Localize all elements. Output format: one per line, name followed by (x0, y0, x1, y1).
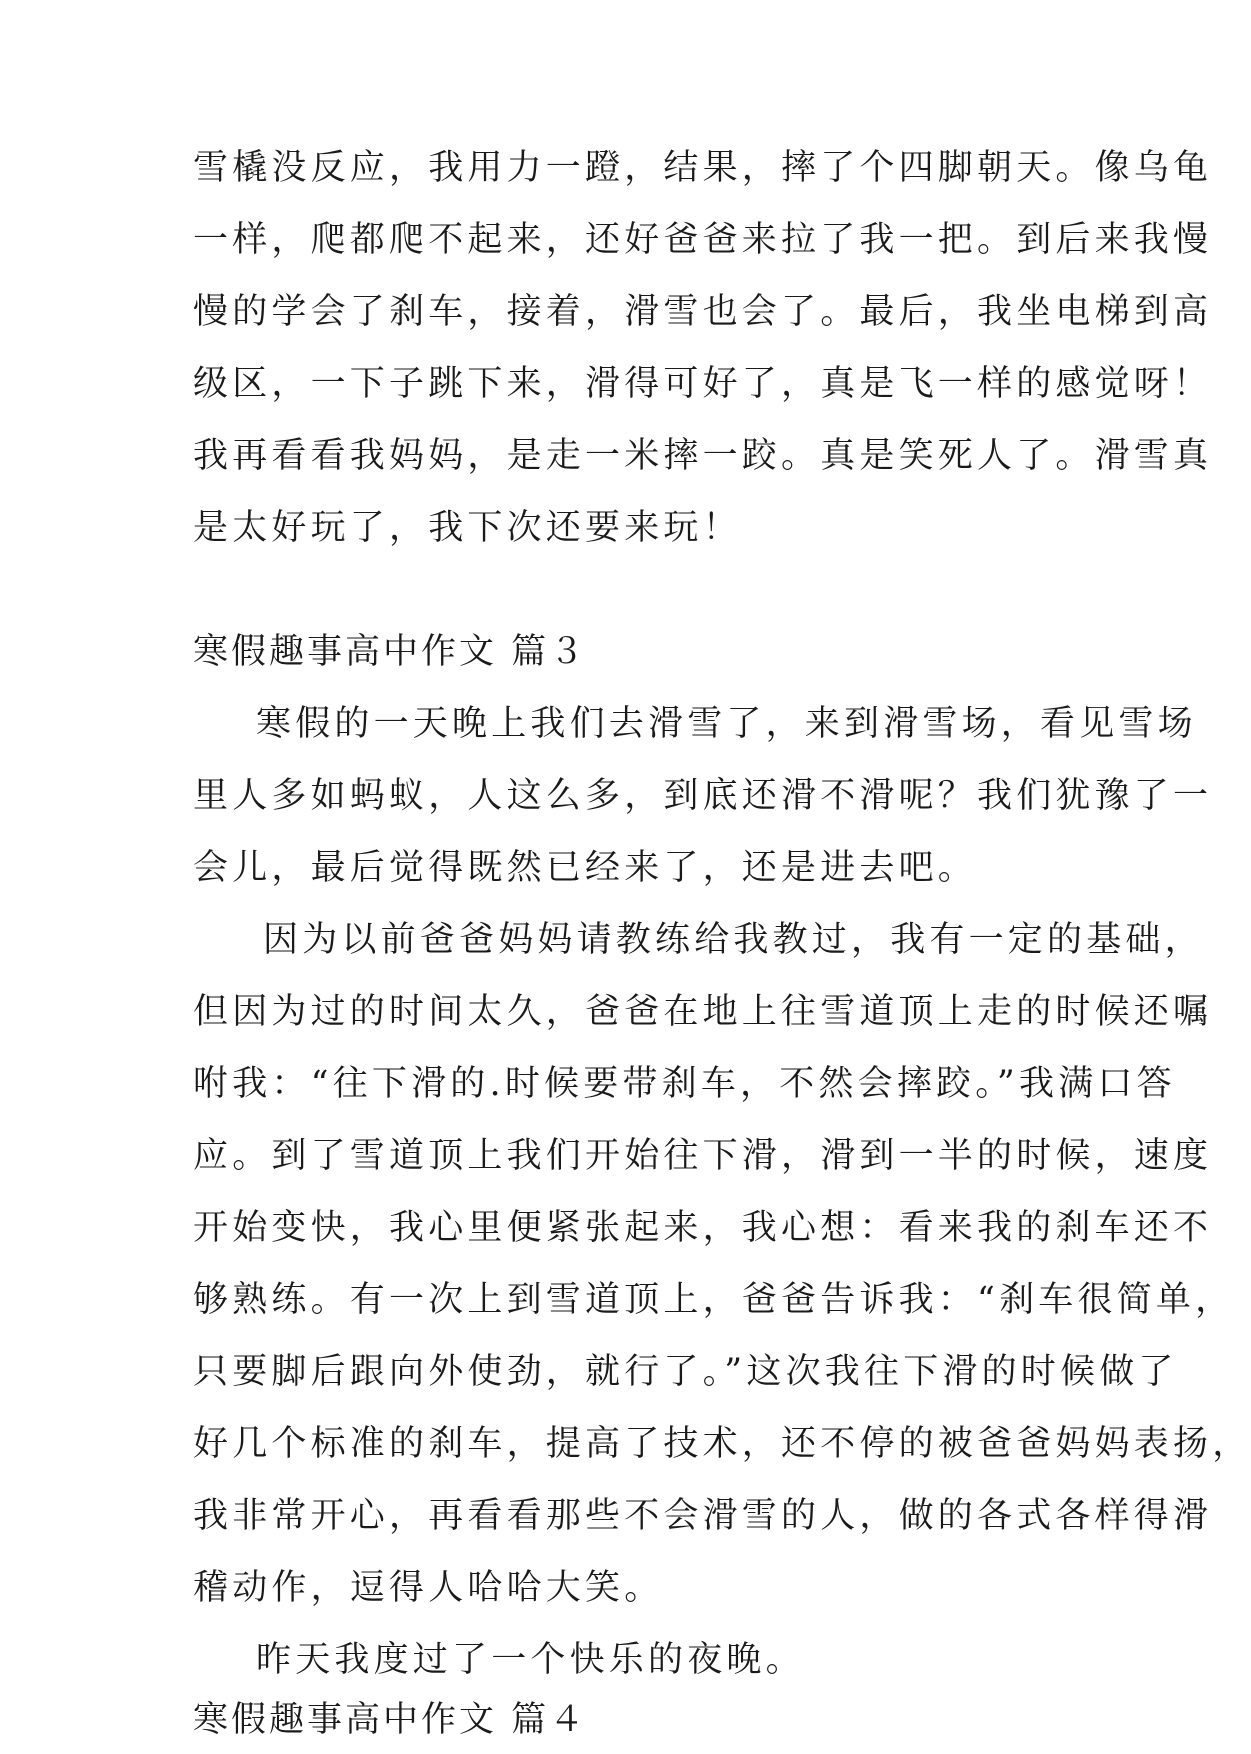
paragraph-line: 是太好玩了，我下次还要来玩！ (193, 508, 742, 548)
paragraph-line: 稽动作，逗得人哈哈大笑。 (193, 1568, 664, 1608)
section-heading: 寒假趣事高中作文 篇３ (193, 632, 588, 672)
paragraph-line: 雪橇没反应，我用力一蹬，结果，摔了个四脚朝天。像乌龟 (193, 148, 1213, 188)
paragraph-line: 昨天我度过了一个快乐的夜晚。 (256, 1640, 805, 1680)
paragraph-line: 应。到了雪道顶上我们开始往下滑，滑到一半的时候，速度 (193, 1136, 1213, 1176)
paragraph-line: 但因为过的时间太久，爸爸在地上往雪道顶上走的时候还嘱 (193, 992, 1213, 1032)
paragraph-line: 会儿，最后觉得既然已经来了，还是进去吧。 (193, 848, 978, 888)
paragraph-line: 因为以前爸爸妈妈请教练给我教过，我有一定的基础， (263, 920, 1204, 960)
paragraph-line: 只要脚后跟向外使劲，就行了。”这次我往下滑的时候做了 (193, 1352, 1178, 1392)
paragraph-line: 一样，爬都爬不起来，还好爸爸来拉了我一把。到后来我慢 (193, 220, 1213, 260)
paragraph-line: 好几个标准的刹车，提高了技术，还不停的被爸爸妈妈表扬， (193, 1424, 1251, 1464)
paragraph-line: 寒假的一天晚上我们去滑雪了，来到滑雪场，看见雪场 (256, 704, 1197, 744)
paragraph-line: 我非常开心，再看看那些不会滑雪的人，做的各式各样得滑 (193, 1496, 1213, 1536)
paragraph-line: 里人多如蚂蚁，人这么多，到底还滑不滑呢？我们犹豫了一 (193, 776, 1213, 816)
section-heading: 寒假趣事高中作文 篇４ (193, 1700, 588, 1740)
paragraph-line: 开始变快，我心里便紧张起来，我心想：看来我的刹车还不 (193, 1208, 1213, 1248)
paragraph-line: 咐我：“往下滑的.时候要带刹车，不然会摔跤。”我满口答 (193, 1064, 1176, 1104)
paragraph-line: 级区，一下子跳下来，滑得可好了，真是飞一样的感觉呀！ (193, 364, 1213, 404)
paragraph-line: 我再看看我妈妈，是走一米摔一跤。真是笑死人了。滑雪真 (193, 436, 1213, 476)
paragraph-line: 够熟练。有一次上到雪道顶上，爸爸告诉我：“刹车很简单， (193, 1280, 1235, 1320)
paragraph-line: 慢的学会了刹车，接着，滑雪也会了。最后，我坐电梯到高 (193, 292, 1213, 332)
